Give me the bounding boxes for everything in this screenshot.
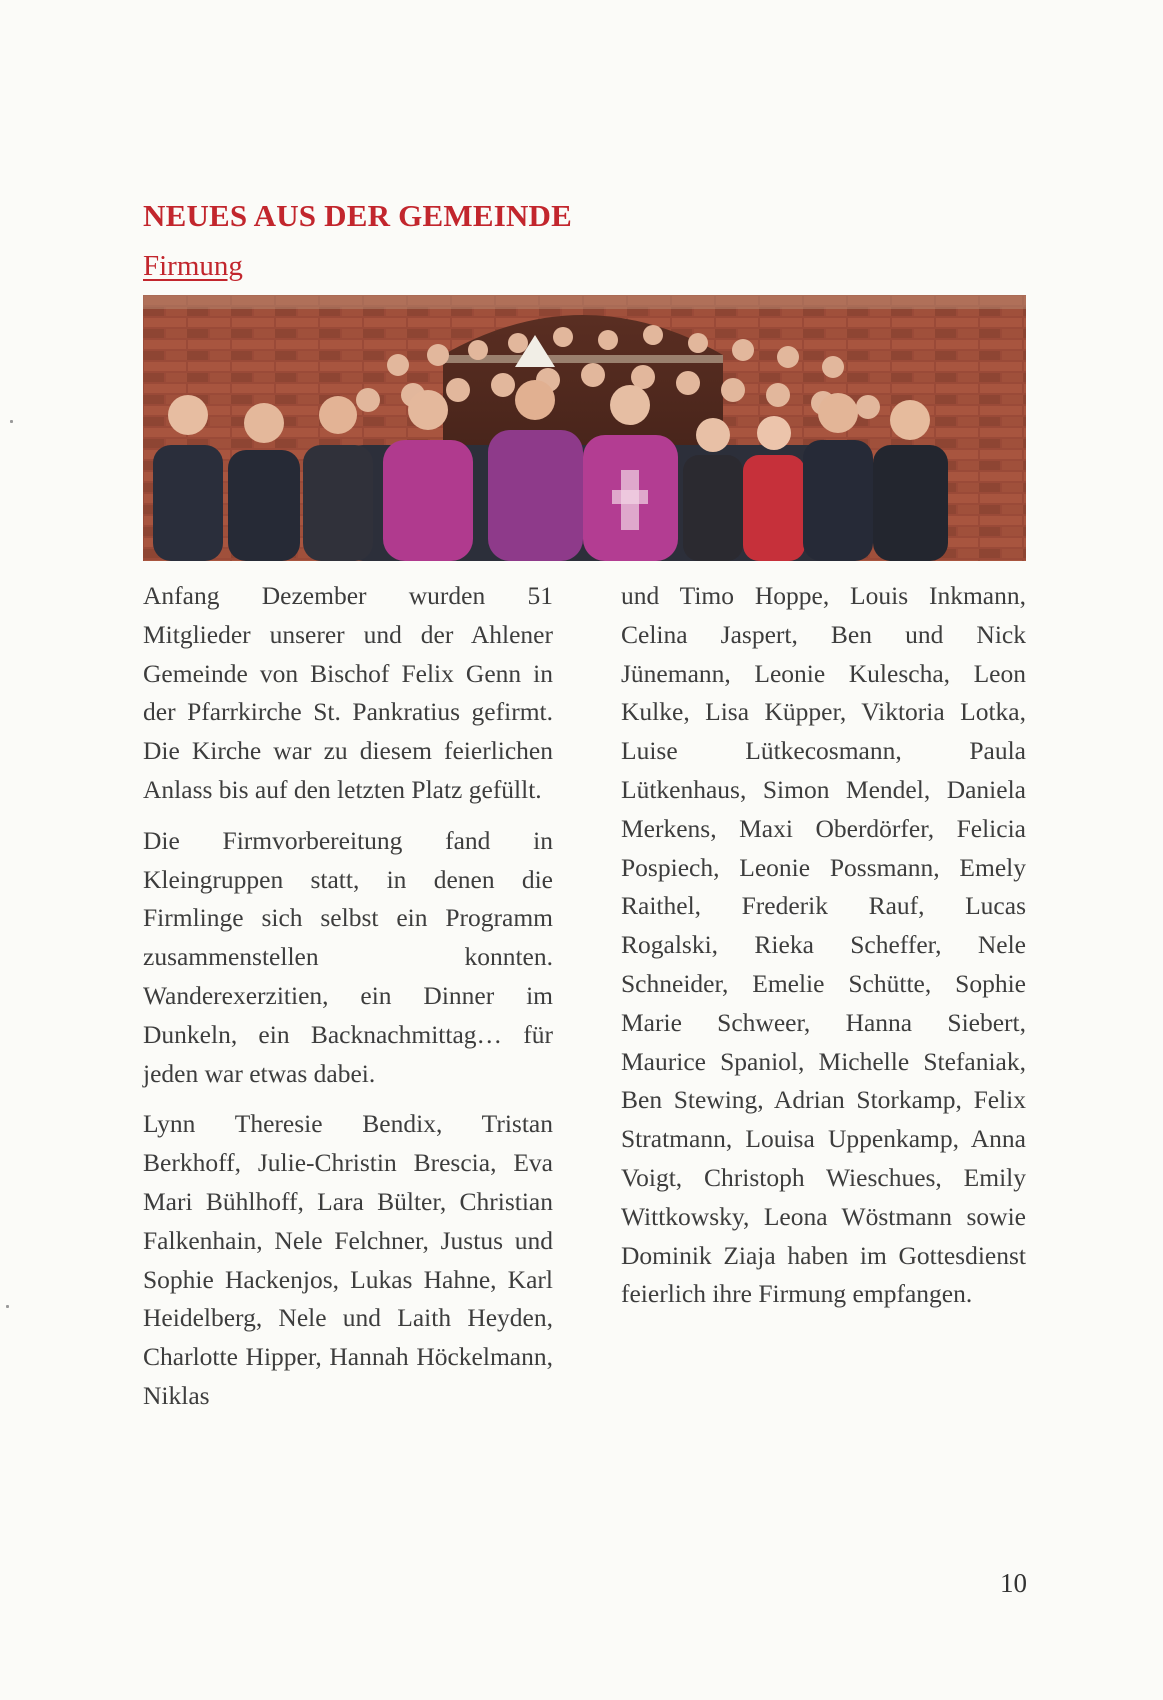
left-column [143,577,553,1428]
page-number: 10 [1000,1568,1027,1598]
section-title: Firmung [143,250,243,282]
group-photo-icon [143,295,1026,561]
page-title: NEUES AUS DER GEMEINDE [143,198,573,233]
names-continued-paragraph: und Timo Hoppe, Louis Inkmann, Celina Jaspert, Ben und Nick Jünemann, Leonie Kulescha, Leon Kulke, Lisa Küpper, Viktoria Lotka, Luise Lütkecosmann, Paula Lütkenhaus, Simon Mendel, Daniela Merkens, Maxi Oberdörfer, Felicia Pospiech, Leonie Possmann, Emely Raithel, Frederik Rauf, Lucas Rogalski, Rieka Scheffer, Nele Schneider, Emelie Schütte, Sophie Marie Schweer, Hanna Siebert, Maurice Spaniol, Michelle Stefaniak, Ben Stewing, Adrian Storkamp, Felix Stratmann, Louisa Uppenkamp, Anna Voigt, Christoph Wieschues, Emily Wittkowsky, Leona Wöstmann sowie Dominik Ziaja haben im Gottesdienst feierlich ihre Firmung empfangen. [621,581,1026,1309]
right-column [621,577,1026,1326]
names-paragraph: Lynn Theresie Bendix, Tristan Berkhoff, Julie-Christin Brescia, Eva Mari Bühlhoff, Lara Bülter, Christian Falkenhain, Nele Felchner, Justus und Sophie Hackenjos, Lukas Hahne, Karl Heidelberg, Nele und Laith Heyden, Charlotte Hipper, Hannah Höckelmann, Niklas [143,1109,553,1410]
intro-paragraph: Anfang Dezember wurden 51 Mitglieder unserer und der Ahlener Gemeinde von Bischof Felix Genn in der Pfarrkirche St. Pankratius gefirmt. Die Kirche war zu diesem feierlichen Anlass bis auf den letzten Platz gefüllt. [143,581,553,804]
scan-speck [6,1305,9,1308]
group-photo [143,295,1026,561]
preparation-paragraph: Die Firmvorbereitung fand in Kleingruppen statt, in denen die Firmlinge sich selbst ein Programm zusammenstellen konnten. Wanderexerzitien, ein Dinner im Dunkeln, ein Backnachmittag… für jeden war etwas dabei. [143,825,553,1088]
scan-speck [10,420,13,423]
